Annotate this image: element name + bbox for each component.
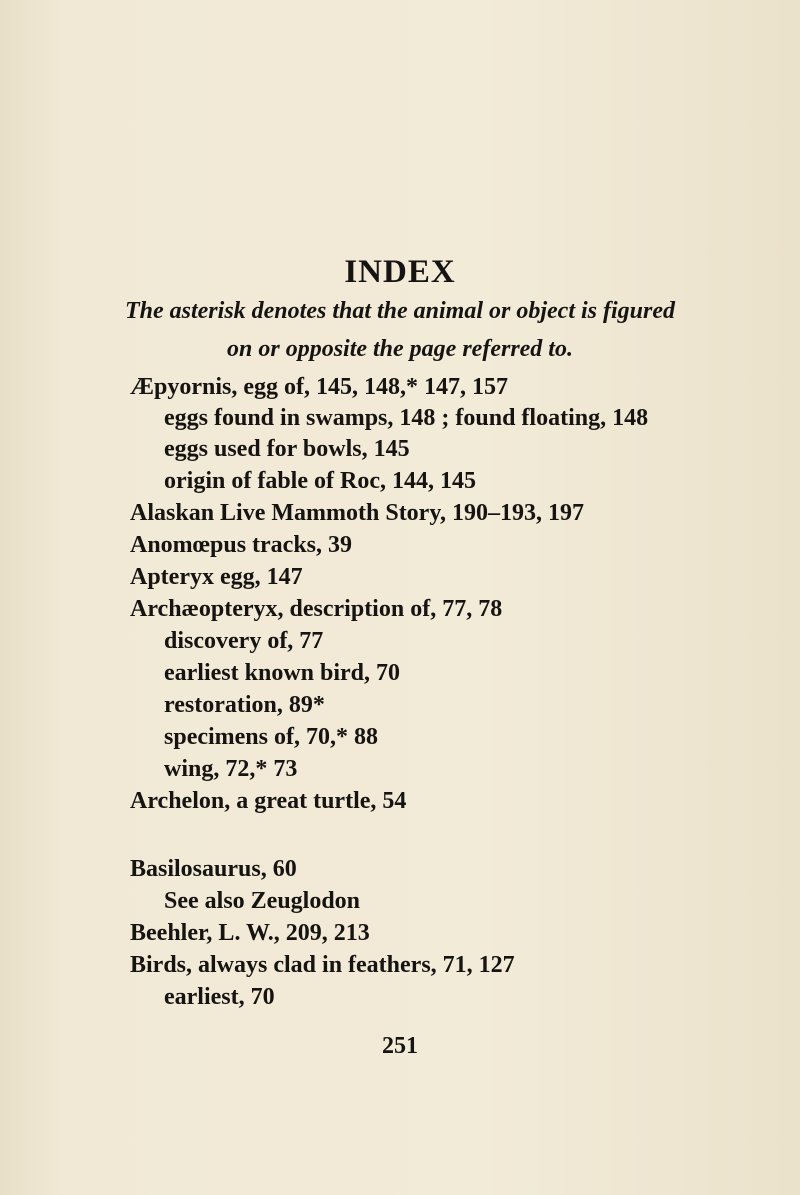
index-subentry: eggs used for bowls, 145 xyxy=(164,436,410,462)
index-entry-anomoepus: Anomœpus tracks, 39 xyxy=(130,532,353,558)
asterisk-note-line-1: The asterisk denotes that the animal or object is figured xyxy=(124,298,676,324)
index-entry-apteryx: Apteryx egg, 147 xyxy=(130,564,303,590)
index-subentry: discovery of, 77 xyxy=(164,628,324,654)
asterisk-note-line-2: on or opposite the page referred to. xyxy=(227,336,573,362)
index-entry-archaeopteryx: Archæopteryx, description of, 77, 78 xyxy=(130,596,503,622)
index-subentry: specimens of, 70,* 88 xyxy=(164,724,378,750)
page-title: INDEX xyxy=(344,254,456,290)
index-subentry: origin of fable of Roc, 144, 145 xyxy=(164,468,476,494)
index-subentry: wing, 72,* 73 xyxy=(164,756,298,782)
index-entry-birds: Birds, always clad in feathers, 71, 127 xyxy=(130,952,515,978)
index-subentry: earliest known bird, 70 xyxy=(164,660,401,686)
index-subentry: restoration, 89* xyxy=(164,692,325,718)
index-entry-basilosaurus: Basilosaurus, 60 xyxy=(130,856,297,882)
page-number: 251 xyxy=(382,1033,418,1059)
index-subentry: earliest, 70 xyxy=(164,984,275,1010)
index-entry-alaskan-mammoth: Alaskan Live Mammoth Story, 190–193, 197 xyxy=(130,500,585,526)
index-entry-beehler: Beehler, L. W., 209, 213 xyxy=(130,920,370,946)
index-entry-archelon: Archelon, a great turtle, 54 xyxy=(130,788,407,814)
index-entry-aepyornis: Æpyornis, egg of, 145, 148,* 147, 157 xyxy=(130,374,508,400)
index-subentry: eggs found in swamps, 148 ; found floating, 148 xyxy=(164,405,649,431)
index-subentry: See also Zeuglodon xyxy=(164,888,361,914)
